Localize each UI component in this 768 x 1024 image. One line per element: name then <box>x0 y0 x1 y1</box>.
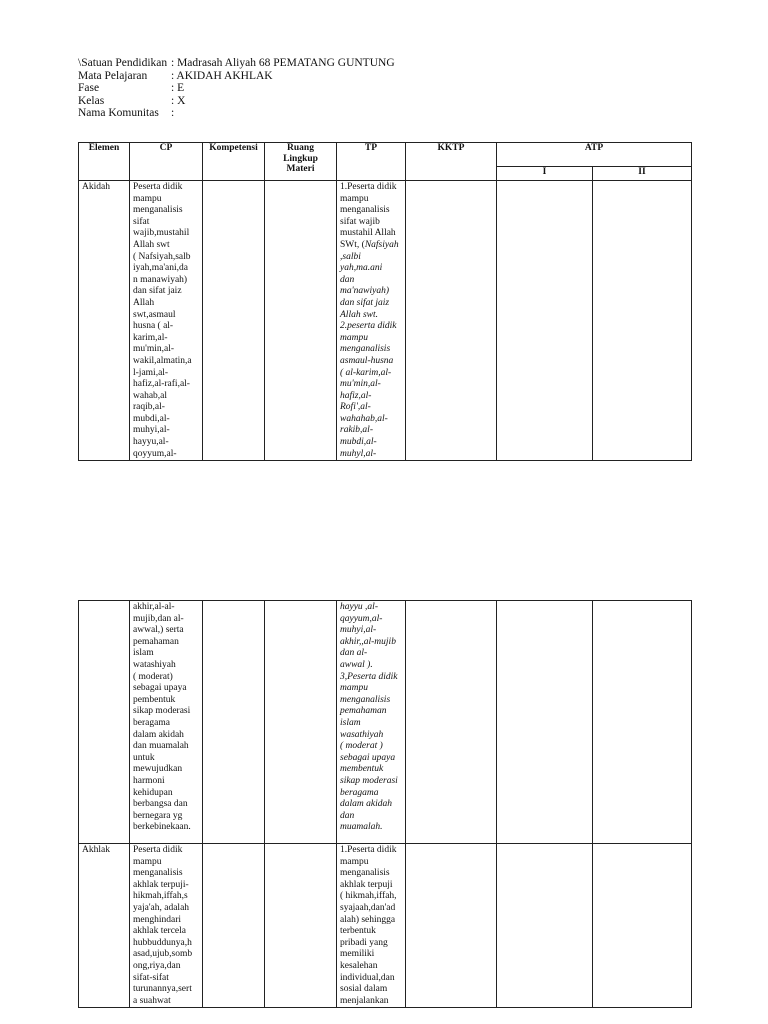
kktp-cell <box>406 844 497 1008</box>
atp-ii-cell <box>593 181 692 461</box>
cp-cell: Peserta didik mampu menganalisis sifat wajib,mustahil Allah swt ( Nafsiyah,salb iyah,ma'ani,da n manawiyah) dan sifat jaiz Allah swt,asmaul husna ( al- karim,al- mu'min,al- wakil,almatin,a l-jami,al- hafiz,al-rafi,al- wahab,al raqib,al- mubdi,al- muhyi,al- hayyu,al- qoyyum,al- <box>130 181 203 461</box>
column-header-cp: CP <box>130 143 203 181</box>
header-value: : <box>171 107 175 120</box>
elemen-cell: Akidah <box>79 181 130 461</box>
document-header <box>78 57 395 120</box>
header-label: \Satuan Pendidikan <box>78 57 168 69</box>
tp-text-italic: Nafsiyah ,salbi yah,ma.ani dan ma'nawiyah) dan sifat jaiz Allah swt. 2.peserta didik mampu menganalisis asmaul-husna ( al-karim,al- mu'min,al- hafiz,al- Rofi',al- wahahab,al- rakib,al- mubdi,al- muhyl,al- <box>340 239 399 459</box>
column-header-kktp: KKTP <box>406 143 497 181</box>
ruang-lingkup-cell <box>265 181 337 461</box>
atp-i-cell <box>497 844 593 1008</box>
header-label: Nama Komunitas <box>78 107 159 120</box>
column-header-kompetensi: Kompetensi <box>203 143 265 181</box>
header-row-komunitas <box>78 107 395 120</box>
kktp-cell <box>406 601 497 844</box>
atp-ii-cell <box>593 601 692 844</box>
header-row-satuan <box>78 57 395 70</box>
curriculum-table-page-2 <box>78 600 692 1008</box>
table-row <box>79 601 692 844</box>
cp-cell: Peserta didik mampu menganalisis akhlak terpuji- hikmah,iffah,s yaja'ah, adalah menghindari akhlak tercela hubbuddunya,h asad,ujub,somb ong,riya,dan sifat-sifat turunannya,sert a suahwat <box>130 844 203 1008</box>
kompetensi-cell <box>203 844 265 1008</box>
atp-i-cell <box>497 181 593 461</box>
tp-cell <box>337 181 406 461</box>
atp-i-cell <box>497 601 593 844</box>
tp-cell: hayyu ,al- qayyum,al- muhyi,al- akhir,,al-mujib dan al- awwal ). 3,Peserta didik mampu menganalisis pemahaman islam wasathiyah ( moderat ) sebagai upaya membentuk sikap moderasi beragama dalam akidah dan muamalah. <box>337 601 406 844</box>
column-header-elemen: Elemen <box>79 143 130 181</box>
atp-ii-cell <box>593 844 692 1008</box>
header-row-mapel <box>78 70 395 83</box>
column-header-ruang-lingkup: Ruang Lingkup Materi <box>265 143 337 181</box>
curriculum-table-page-1 <box>78 142 692 461</box>
tp-cell: 1.Peserta didik mampu menganalisis akhlak terpuji ( hikmah,iffah, syajaah,dan'ad alah) sehingga terbentuk pribadi yang memiliki kesalehan individual,dan sosial dalam menjalankan <box>337 844 406 1008</box>
table-row <box>79 844 692 1008</box>
header-row-kelas <box>78 95 395 108</box>
elemen-cell: Akhlak <box>79 844 130 1008</box>
ruang-lingkup-cell <box>265 601 337 844</box>
header-row-fase <box>78 82 395 95</box>
header-value: : AKIDAH AKHLAK <box>171 69 273 82</box>
kompetensi-cell <box>203 601 265 844</box>
column-header-atp-ii: II <box>593 167 692 181</box>
kompetensi-cell <box>203 181 265 461</box>
column-header-tp: TP <box>337 143 406 181</box>
header-value: : Madrasah Aliyah 68 PEMATANG GUNTUNG <box>171 57 395 69</box>
tp-text: 1.Peserta didik mampu menganalisis sifat wajib mustahil Allah SWt, ( <box>340 182 397 250</box>
table-row <box>79 181 692 461</box>
ruang-lingkup-cell <box>265 844 337 1008</box>
header-label: Mata Pelajaran <box>78 69 148 82</box>
elemen-cell <box>79 601 130 844</box>
header-label: Fase <box>78 82 100 95</box>
header-value: : X <box>171 94 186 107</box>
column-header-atp-i: I <box>497 167 593 181</box>
column-header-atp: ATP <box>497 143 692 167</box>
kktp-cell <box>406 181 497 461</box>
header-value: : E <box>171 82 185 95</box>
header-label: Kelas <box>78 94 105 107</box>
cp-cell: akhir,al-al- mujib,dan al- awwal,) serta pemahaman islam watashiyah ( moderat) sebagai upaya pembentuk sikap moderasi beragama dalam akidah dan muamalah untuk mewujudkan harmoni kehidupan berbangsa dan bernegara yg berkebinekaan. <box>130 601 203 844</box>
